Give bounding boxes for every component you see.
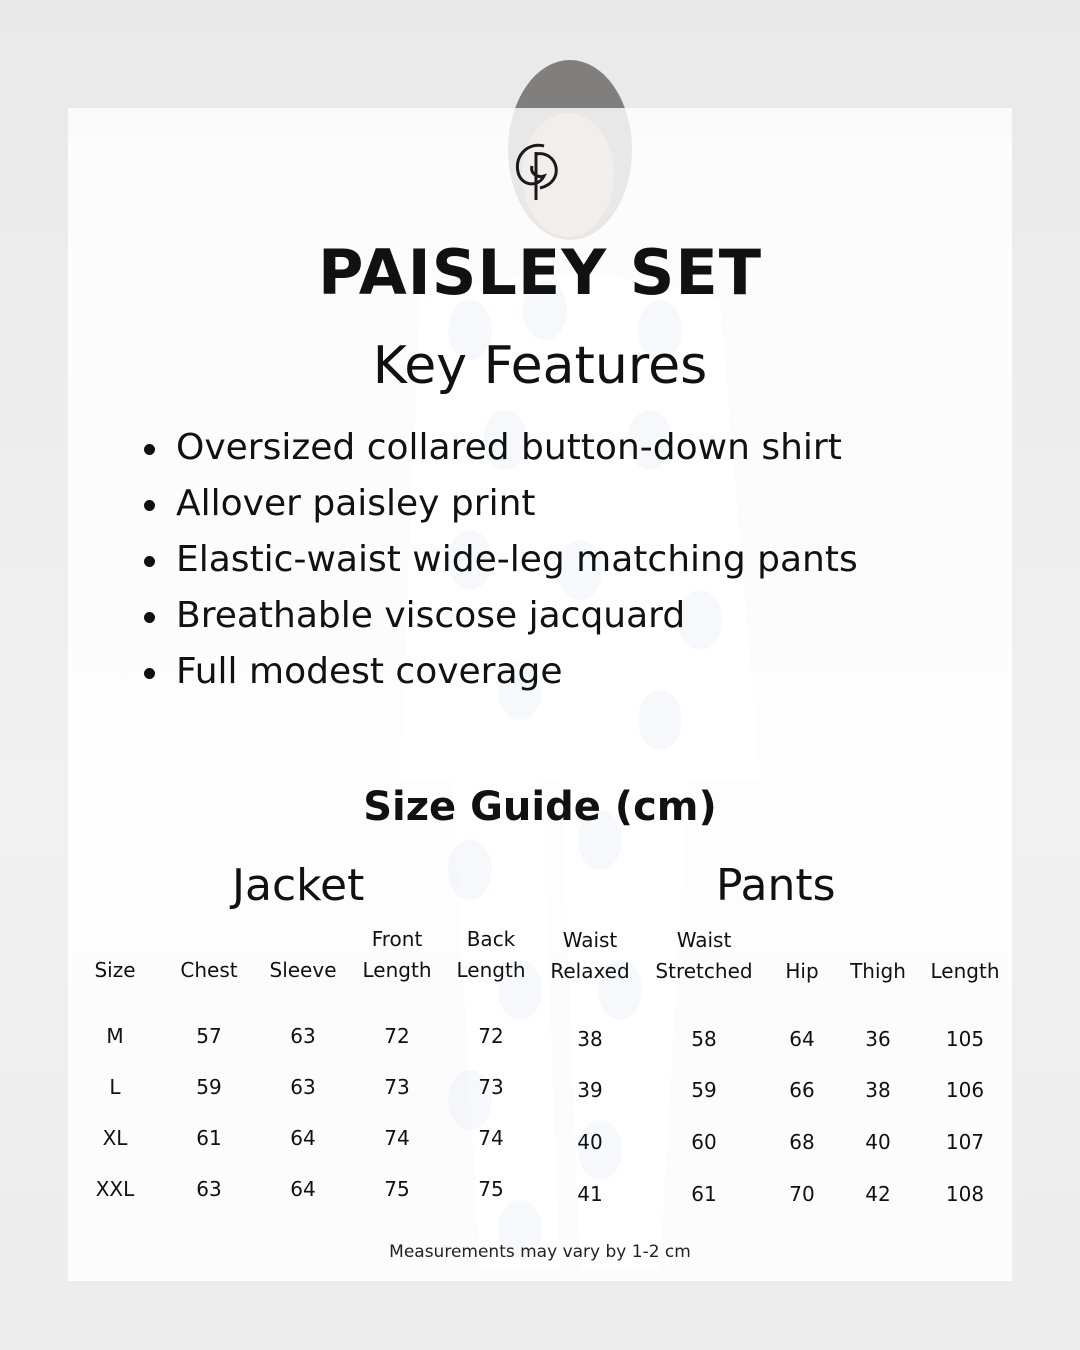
jacket-cell: 64	[290, 1126, 316, 1150]
jacket-cell: 73	[384, 1075, 410, 1099]
feature-item: Breathable viscose jacquard	[138, 588, 858, 644]
jacket-header-line: Front	[371, 927, 423, 951]
jacket-cell: 59	[196, 1075, 222, 1099]
pants-cell: 70	[789, 1182, 815, 1206]
pants-cell: 106	[945, 1078, 985, 1102]
brand-logo	[500, 132, 580, 212]
jacket-cell: 63	[290, 1075, 316, 1099]
pants-cell: 42	[865, 1182, 891, 1206]
pants-cell: 40	[865, 1130, 891, 1154]
pants-cell: 38	[577, 1027, 603, 1051]
jacket-label: Jacket	[232, 860, 365, 911]
jacket-header-line: Size	[94, 958, 136, 982]
pants-cell: 41	[577, 1182, 603, 1206]
jacket-cell: 75	[384, 1177, 410, 1201]
jacket-header-line: Length	[362, 958, 432, 982]
jacket-cell: L	[109, 1075, 121, 1099]
features-list	[138, 420, 858, 700]
pants-header-line: Length	[930, 959, 1000, 983]
pants-cell: 39	[577, 1078, 603, 1102]
pants-header	[550, 925, 629, 987]
pants-cell: 58	[691, 1027, 717, 1051]
jacket-cell: 63	[290, 1024, 316, 1048]
pants-header	[850, 956, 906, 987]
jacket-cell: 75	[478, 1177, 504, 1201]
pants-cell: 40	[577, 1130, 603, 1154]
jacket-header	[269, 955, 336, 986]
jacket-header	[363, 924, 432, 986]
jacket-cell: 74	[478, 1126, 504, 1150]
jacket-cell: XL	[102, 1126, 128, 1150]
jacket-cell: 72	[478, 1024, 504, 1048]
pants-header-line: Hip	[785, 959, 819, 983]
pants-cell: 61	[691, 1182, 717, 1206]
pants-header-line: Relaxed	[550, 959, 630, 983]
pants-cell: 60	[691, 1130, 717, 1154]
jacket-cell: 74	[384, 1126, 410, 1150]
pants-header-line: Waist	[562, 928, 618, 952]
pants-header-line: Waist	[676, 928, 732, 952]
jacket-cell: XXL	[95, 1177, 135, 1201]
pants-cell: 66	[789, 1078, 815, 1102]
jacket-cell: M	[106, 1024, 124, 1048]
pants-cell: 64	[789, 1027, 815, 1051]
jacket-cell: 64	[290, 1177, 316, 1201]
pants-header	[931, 956, 1000, 987]
feature-item: Elastic-waist wide-leg matching pants	[138, 532, 858, 588]
feature-item: Oversized collared button-down shirt	[138, 420, 858, 476]
jacket-header-line: Length	[456, 958, 526, 982]
jacket-header	[180, 955, 237, 986]
pants-cell: 68	[789, 1130, 815, 1154]
jacket-cell: 72	[384, 1024, 410, 1048]
jacket-header-line: Chest	[180, 958, 238, 982]
pants-cell: 38	[865, 1078, 891, 1102]
measurement-note: Measurements may vary by 1-2 cm	[389, 1242, 691, 1262]
feature-item: Full modest coverage	[138, 644, 858, 700]
pants-header	[785, 956, 818, 987]
pants-label: Pants	[716, 860, 836, 911]
pants-header-line: Thigh	[850, 959, 906, 983]
jacket-cell: 57	[196, 1024, 222, 1048]
pants-cell: 36	[865, 1027, 891, 1051]
pants-cell: 59	[691, 1078, 717, 1102]
jacket-header-line: Sleeve	[269, 958, 337, 982]
product-title: PAISLEY SET	[317, 236, 763, 309]
jacket-header	[457, 924, 526, 986]
jacket-cell: 61	[196, 1126, 222, 1150]
jacket-header	[94, 955, 135, 986]
key-features-heading: Key Features	[372, 336, 708, 396]
pants-cell: 107	[945, 1130, 985, 1154]
jacket-cell: 63	[196, 1177, 222, 1201]
pants-cell: 105	[945, 1027, 985, 1051]
pants-cell: 108	[945, 1182, 985, 1206]
jacket-header-line: Back	[466, 927, 516, 951]
size-guide-heading: Size Guide (cm)	[363, 784, 717, 830]
jacket-cell: 73	[478, 1075, 504, 1099]
feature-item: Allover paisley print	[138, 476, 858, 532]
pants-header-line: Stretched	[655, 959, 753, 983]
pants-header	[655, 925, 752, 987]
